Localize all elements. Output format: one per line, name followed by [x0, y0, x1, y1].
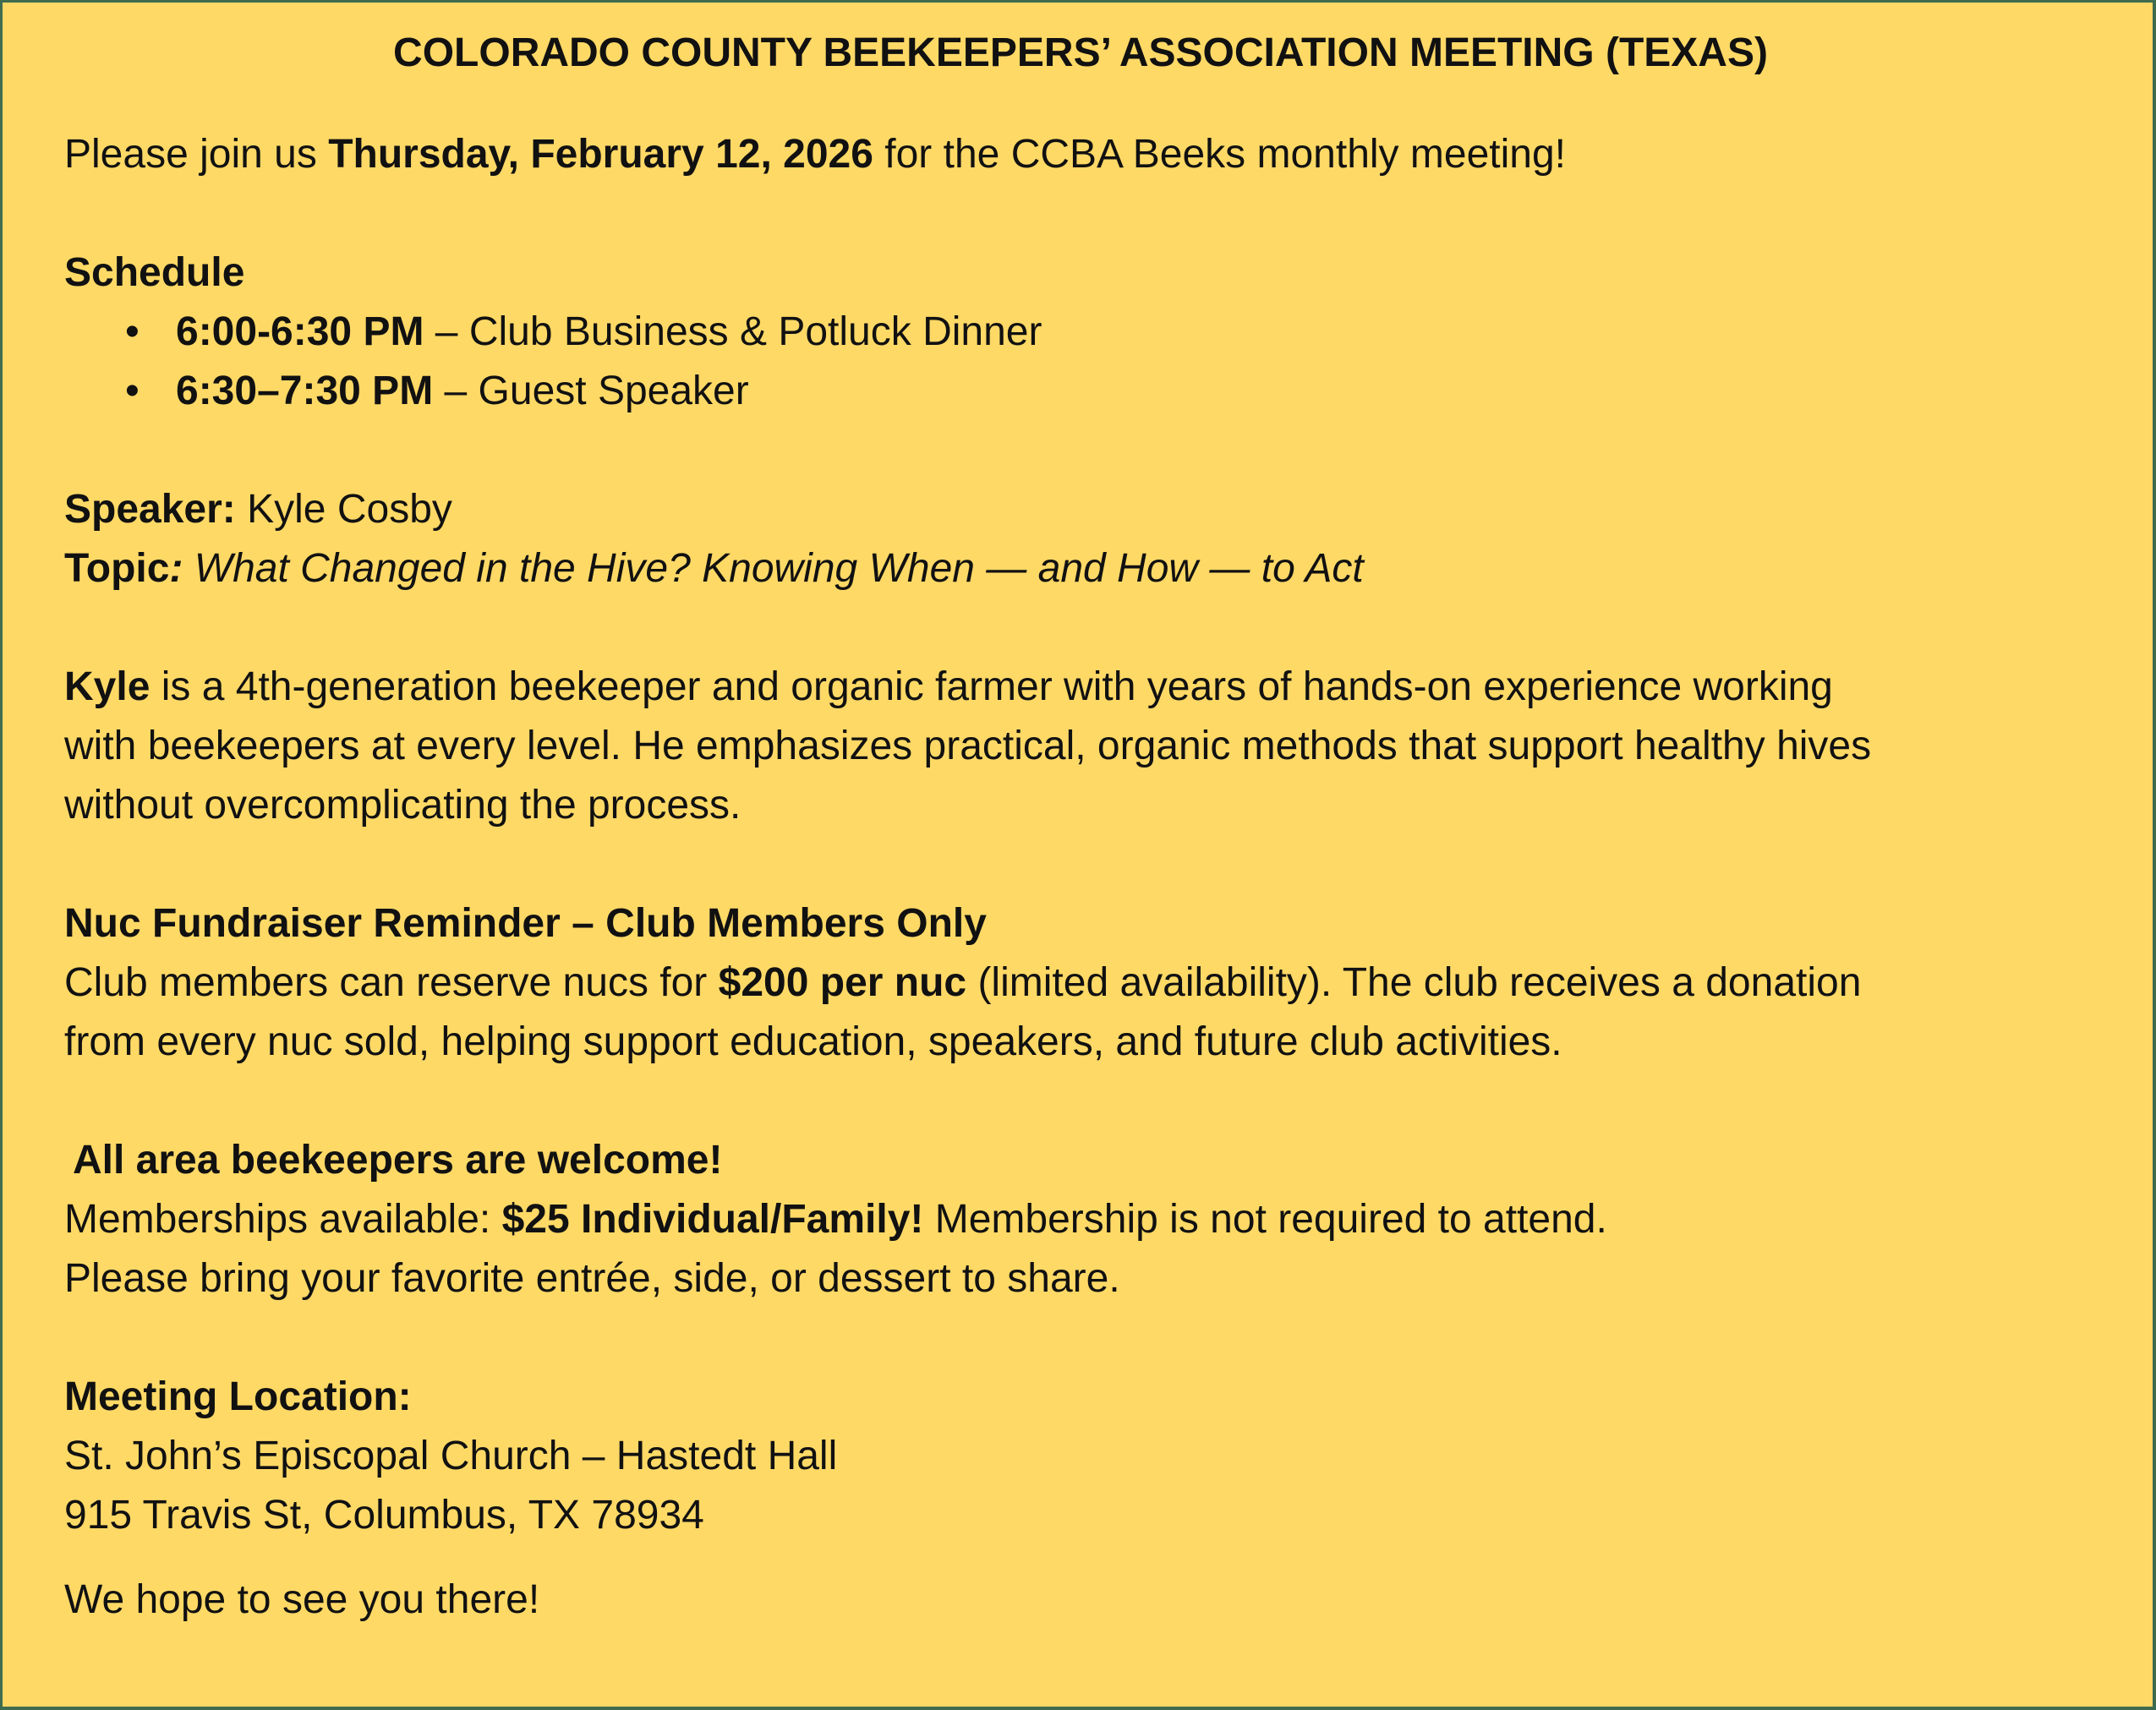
bullet-icon: • — [125, 369, 140, 413]
fundraiser-heading: Nuc Fundraiser Reminder – Club Members Only — [64, 901, 987, 946]
location-venue: St. John’s Episcopal Church – Hastedt Hall — [64, 1434, 838, 1478]
fundraiser-line-1 — [64, 958, 1861, 1008]
intro-prefix: Please join us — [64, 132, 329, 177]
schedule-item — [125, 366, 749, 417]
membership-suffix: Membership is not required to attend. — [923, 1197, 1607, 1242]
schedule-time: 6:00-6:30 PM — [176, 309, 424, 354]
closing-line: We hope to see you there! — [64, 1577, 540, 1622]
fundraiser-line-2: from every nuc sold, helping support education, speakers, and future club activities. — [64, 1019, 1562, 1064]
nuc-price: $200 per nuc — [718, 960, 967, 1005]
flyer-title: COLORADO COUNTY BEEKEEPERS’ ASSOCIATION MEETING (TEXAS) — [393, 30, 1768, 75]
schedule-heading: Schedule — [64, 250, 245, 295]
intro-suffix: for the CCBA Beeks monthly meeting! — [873, 132, 1566, 177]
membership-prefix: Memberships available: — [64, 1197, 502, 1242]
topic-colon: : — [169, 546, 183, 591]
location-heading: Meeting Location: — [64, 1374, 412, 1419]
membership-price: $25 Individual/Family! — [501, 1197, 924, 1242]
potluck-line: Please bring your favorite entrée, side, or dessert to share. — [64, 1256, 1120, 1301]
speaker-line — [64, 484, 452, 535]
speaker-name: Kyle Cosby — [235, 487, 452, 532]
intro-line — [64, 129, 1566, 180]
bio-line-2: with beekeepers at every level. He emphasizes practical, organic methods that support healthy hives — [64, 724, 1872, 768]
fundraiser-suffix: (limited availability). The club receives a donation — [966, 960, 1862, 1005]
welcome-heading: All area beekeepers are welcome! — [73, 1138, 723, 1183]
bio-text: is a 4th-generation beekeeper and organic farmer with years of hands-on experience working — [150, 664, 1833, 709]
membership-line — [64, 1194, 1607, 1245]
bio-name: Kyle — [64, 664, 150, 709]
topic-line — [64, 544, 1364, 594]
bullet-icon: • — [125, 309, 140, 354]
speaker-label: Speaker: — [64, 487, 236, 532]
schedule-desc: – Club Business & Potluck Dinner — [424, 309, 1042, 354]
location-address: 915 Travis St, Columbus, TX 78934 — [64, 1493, 704, 1538]
schedule-item — [125, 307, 1042, 358]
topic-label: Topic — [64, 546, 170, 591]
bio-line-3: without overcomplicating the process. — [64, 783, 741, 828]
fundraiser-prefix: Club members can reserve nucs for — [64, 960, 719, 1005]
schedule-time: 6:30–7:30 PM — [176, 369, 434, 413]
meeting-date: Thursday, February 12, 2026 — [328, 132, 873, 177]
schedule-desc: – Guest Speaker — [433, 369, 749, 413]
bio-line-1 — [64, 662, 1833, 713]
topic-text: What Changed in the Hive? Knowing When — and How — to Act — [183, 546, 1364, 591]
